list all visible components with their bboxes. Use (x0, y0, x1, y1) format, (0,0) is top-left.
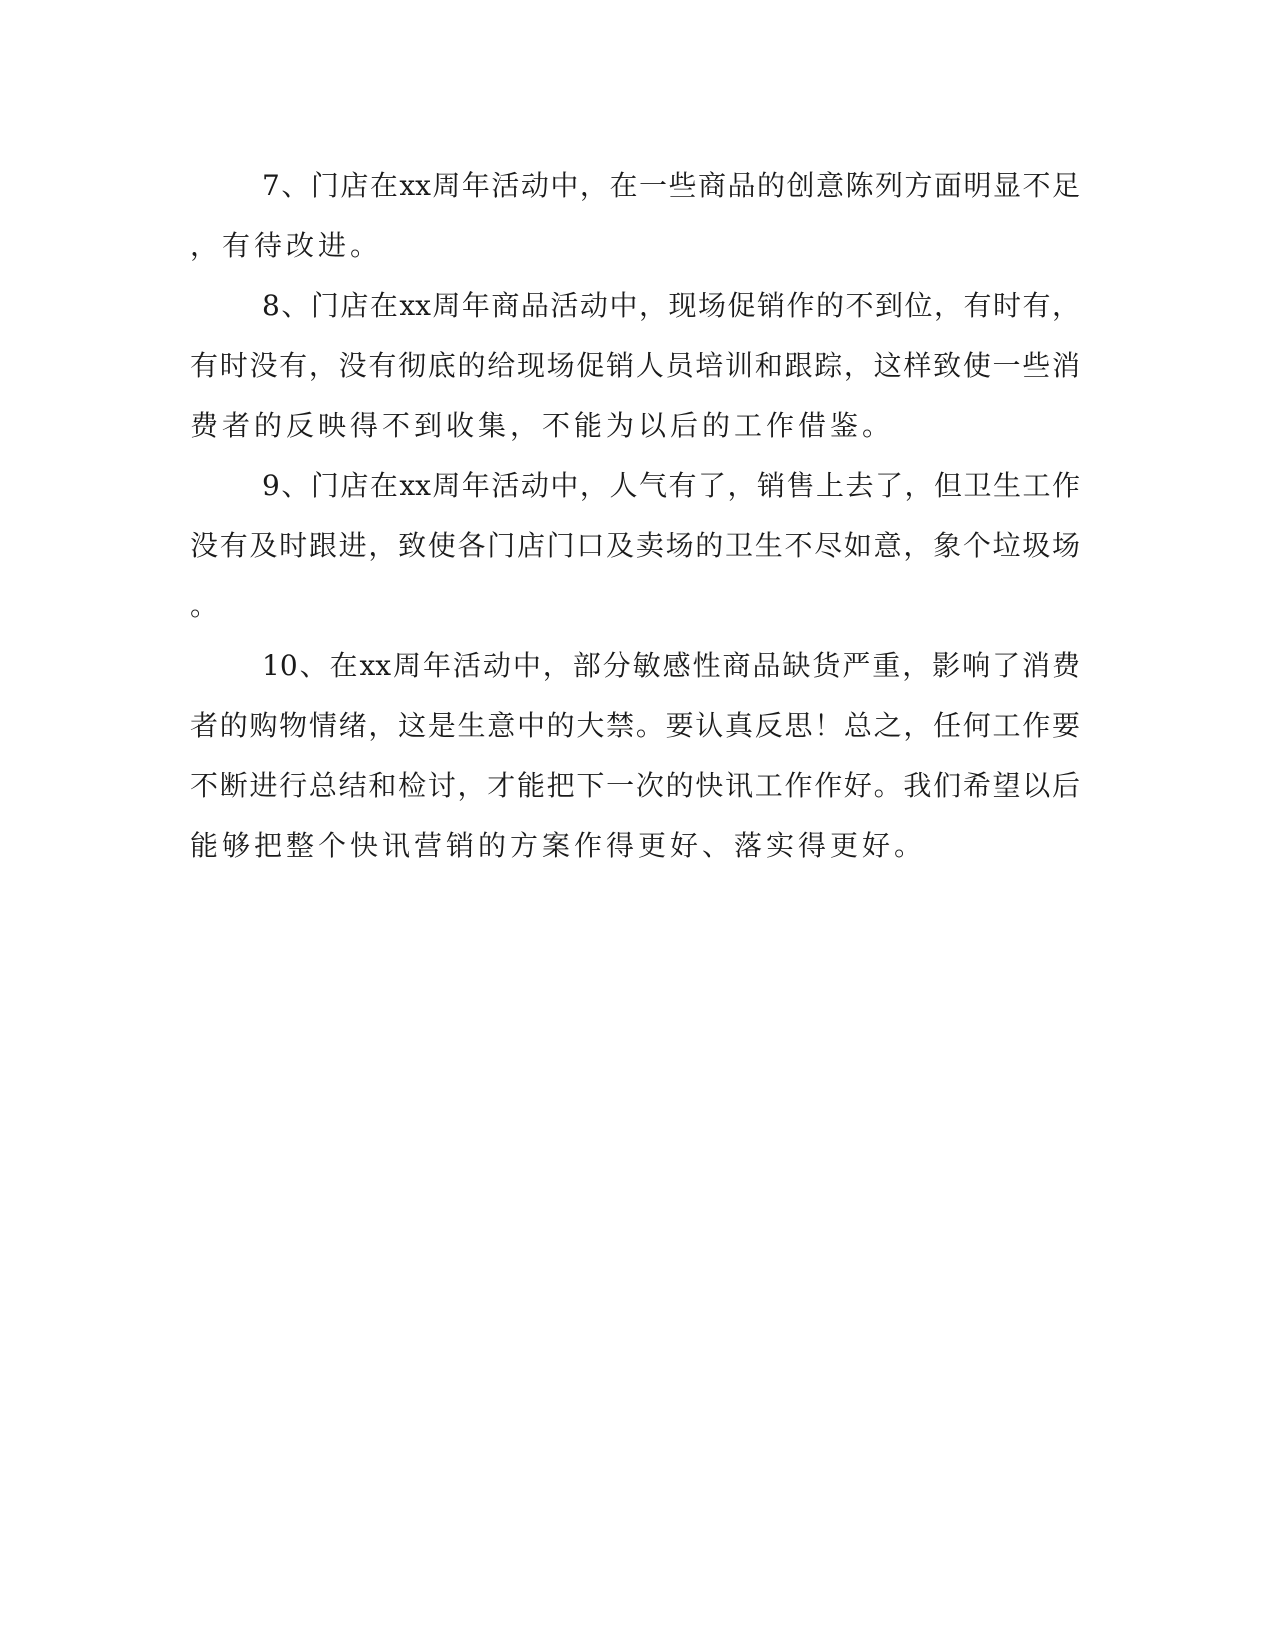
paragraph-line: 7、门店在xx周年活动中，在一些商品的创意陈列方面明显不足 (262, 169, 1080, 202)
paragraph-line: 能够把整个快讯营销的方案作得更好、落实得更好。 (190, 829, 927, 862)
paragraph-line: 8、门店在xx周年商品活动中，现场促销作的不到位，有时有， (262, 289, 1080, 322)
paragraph-line: 9、门店在xx周年活动中，人气有了，销售上去了，但卫生工作 (262, 469, 1080, 502)
paragraph-8 (190, 276, 1080, 456)
document-body (190, 156, 1080, 876)
paragraph-line: 不断进行总结和检讨，才能把下一次的快讯工作作好。我们希望以后 (190, 769, 1080, 802)
paragraph-line: 费者的反映得不到收集，不能为以后的工作借鉴。 (190, 409, 895, 442)
paragraph-7 (190, 156, 1080, 276)
paragraph-10 (190, 636, 1080, 876)
paragraph-line: ，有待改进。 (190, 229, 383, 262)
paragraph-line: 有时没有，没有彻底的给现场促销人员培训和跟踪，这样致使一些消 (190, 349, 1080, 382)
paragraph-line: 10、在xx周年活动中，部分敏感性商品缺货严重，影响了消费 (262, 649, 1080, 682)
paragraph-line: 者的购物情绪，这是生意中的大禁。要认真反思！总之，任何工作要 (190, 709, 1080, 742)
paragraph-line: 。 (190, 589, 223, 622)
paragraph-line: 没有及时跟进，致使各门店门口及卖场的卫生不尽如意，象个垃圾场 (190, 529, 1080, 562)
paragraph-9 (190, 456, 1080, 636)
